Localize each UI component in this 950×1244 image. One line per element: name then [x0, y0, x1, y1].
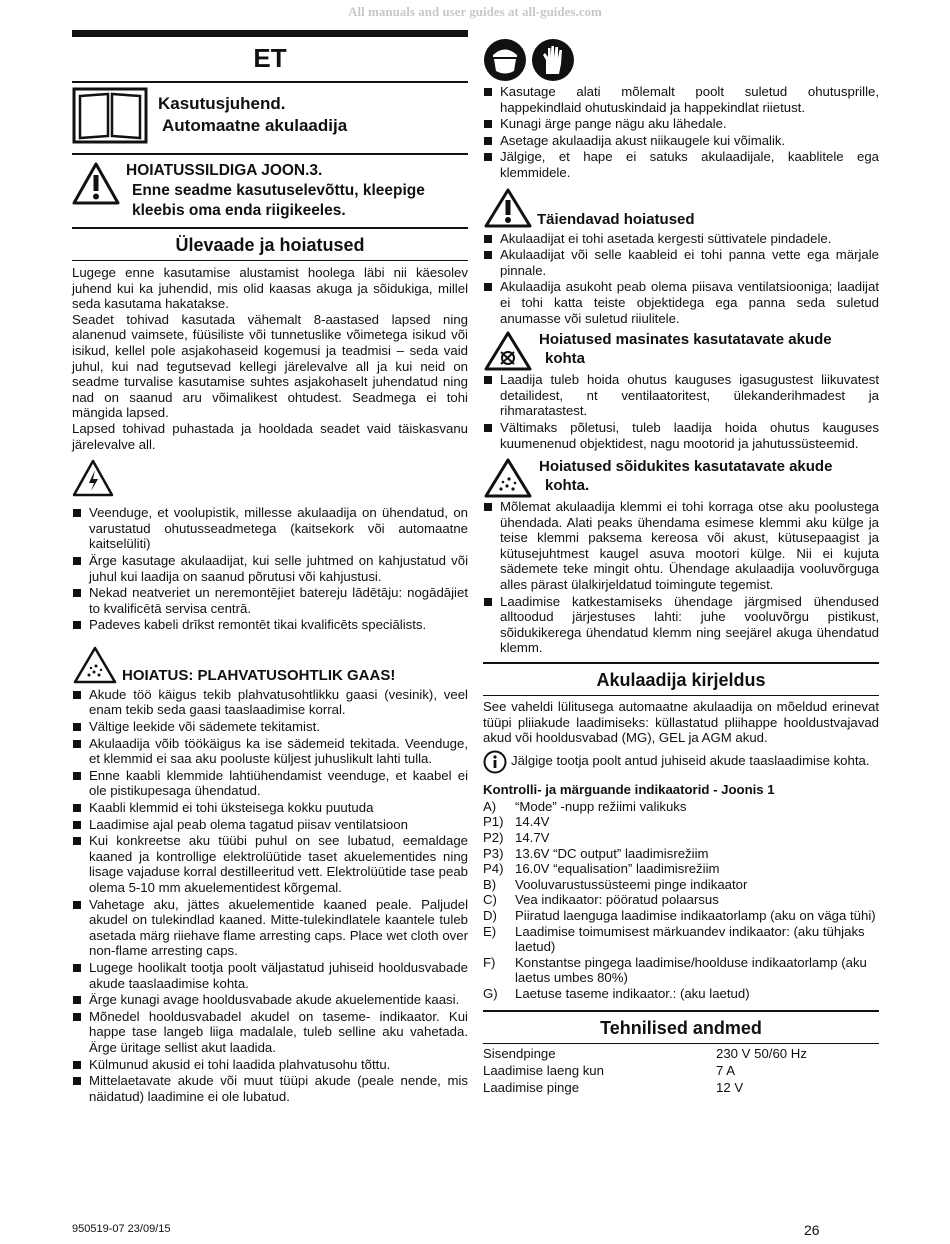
manual-title-2: Automaatne akulaadija [162, 116, 348, 135]
indicator-value: Vooluvarustussüsteemi pinge indikaator [515, 876, 748, 892]
indicator-value: 16.0V “equalisation” laadimisrežiim [515, 861, 720, 877]
machines-warning-title: Hoiatused masinates kasutatavate akude [539, 331, 832, 349]
overview-paragraph: Lugege enne kasutamise alustamist hoolega läbi nii käesolev juhend kui ka juhendid, mis olid kaasas akuga ja sõidukiga, millel seda kasutama hakatakse. [72, 265, 468, 312]
indicator-row [483, 892, 879, 908]
sticker-warning [72, 155, 468, 227]
list-item: Veenduge, et voolupistik, millesse akulaadija on ühendatud, on varustatud ohutusseadmetega (kaitsekork või automaatne kaitselüliti) [72, 505, 468, 552]
indicator-row [483, 955, 879, 986]
sticker-warning-line: Enne seadme kasutuselevõttu, kleepige [132, 182, 425, 199]
electric-warnings [72, 505, 468, 633]
spec-value: 7 A [716, 1062, 736, 1078]
list-item: Jälgige, et hape ei satuks akulaadijale, kaablitele ega klemmidele. [483, 149, 879, 180]
gloves-icon [531, 38, 575, 82]
electric-hazard-icon [72, 458, 114, 498]
list-item: Mõlemat akulaadija klemmi ei tohi korraga otse aku poolustega ühendada. Alati peaks ühendama esimese klemmi aku külge ja teise klemmi paksema kereosa või akust, kütusepaagist ja kütusejuhtmest kaugel asuva mootori külge. Nii ei kujuta sädemete teke mingit ohtu. Ühendage akulaadija vooluvõrguga alles pärast ülalkirjeldatud toimingute tegemist. [483, 499, 879, 593]
list-item: Akulaadija võib töökäigus ka ise sädemeid tekitada. Veenduge, et klemmid ei saa aku pooluste küljest juhuslikult lahti tulla. [72, 736, 468, 767]
warning-icon [72, 161, 120, 205]
list-item: Kaabli klemmid ei tohi üksteisega kokku puutuda [72, 800, 468, 816]
vehicles-warning-header [483, 457, 879, 499]
gas-warning-title: HOIATUS: PLAHVATUSOHTLIK GAAS! [122, 666, 396, 684]
list-item: Laadija tuleb hoida ohutus kauguses igasugustest liikuvatest detailidest, nt ventilaatoritest, ülekanderihmadest ja rihmaratastest. [483, 372, 879, 419]
indicator-key: C) [483, 892, 497, 908]
spec-label: Laadimise laeng kun [483, 1062, 604, 1078]
list-item: Akulaadija asukoht peab olema piisava ventilatsiooniga; laadijat ei tohi katta teiste objektidega ega panna seda suletud anumasse või suletud riiulitele. [483, 279, 879, 326]
spec-label: Laadimise pinge [483, 1079, 580, 1095]
indicator-key: P4) [483, 861, 504, 877]
gas-warning-header [72, 645, 468, 685]
list-item: Kunagi ärge pange nägu aku lähedale. [483, 116, 879, 132]
spec-value: 230 V 50/60 Hz [716, 1045, 807, 1061]
description-text: See vaheldi lülitusega automaatne akulaadija on mõeldud erinevat tüüpi pliiakude laadimiseks: küllastatud pliihappe hooldustvajavad akud või hooldusvabad (MG), GEL ja AGM akud. [483, 699, 879, 746]
list-item: Mõnedel hooldusvabadel akudel on taseme- indikaator. Kui happe tase langeb liiga madalale, tuleb selline aku vahetada. Ärge üritage sellist akut laadida. [72, 1009, 468, 1056]
ppe-warnings [483, 84, 879, 181]
indicator-value: Vea indikaator: pööratud polaarsus [515, 892, 719, 908]
indicator-row [483, 908, 879, 924]
info-icon [483, 750, 507, 774]
list-item: Ärge kasutage akulaadijat, kui selle juhtmed on kahjustatud või juhul kui laadija on saanud põrutusi või kahjustusi. [72, 553, 468, 584]
table-row [483, 1045, 879, 1062]
list-item: Padeves kabeli drīkst remontēt tikai kvalificēts speciālists. [72, 617, 468, 633]
overview-paragraph: Seadet tohivad kasutada vähemalt 8-aastased lapsed ning alanenud vaimsete, füüsiliste või tunnetuslike võimetega isikud või isikud, kellel pole asjakohaseid kogemusi ja teadmisi – seda vaid juhul, kui nad tegutsevad kellegi järelevalve all ja kui neid on seadme turvalise kasutamise suhtes asjakohaselt juhendatud ning nad on saanud aru võimalikest ohtudest. Seadmega ei tohi mängida lapsed. [72, 311, 468, 421]
table-row [483, 1079, 879, 1096]
indicator-row [483, 986, 879, 1002]
overview-paragraph: Lapsed tohivad puhastada ja hooldada seadet vaid täiskasvanu järelevalve all. [72, 420, 468, 452]
indicator-row [483, 830, 879, 846]
list-item: Akulaadijat ei tohi asetada kergesti süttivatele pindadele. [483, 231, 879, 247]
list-item: Vahetage aku, jättes akuelementide kaaned peale. Paljudel akudel on tulekindlad kaaned. Mitte-tulekindlatele kaantele tuleb asetada märg riiehave flame arresting caps. Place wet cloth over non-flame arresting caps. [72, 897, 468, 959]
machines-warning-header [483, 330, 879, 372]
ppe-icons [483, 38, 879, 82]
left-column [72, 30, 468, 1105]
list-item: Nekad neatveriet un neremontējiet batereju lādētāju: nogādājiet to kvalificētā servisa centrā. [72, 585, 468, 616]
indicator-row [483, 877, 879, 893]
indicator-row [483, 924, 879, 955]
watermark: All manuals and user guides at all-guides.com [348, 4, 602, 19]
indicator-key: G) [483, 985, 498, 1001]
indicator-value: 14.4V [515, 814, 550, 830]
overview-title: Ülevaade ja hoiatused [175, 235, 365, 255]
sticker-warning-line: kleebis oma enda riigikeeles. [132, 202, 346, 219]
extra-warnings [483, 231, 879, 327]
vehicles-warning-title: Hoiatused sõidukites kasutatavate akude [539, 458, 833, 476]
indicator-row [483, 799, 879, 815]
list-item: Lugege hoolikalt tootja poolt väljastatud juhiseid hooldusvabade akude taaslaadimise kohta. [72, 960, 468, 991]
manual-header [72, 83, 468, 147]
indicator-key: F) [483, 954, 496, 970]
right-column [483, 38, 879, 1096]
indicator-value: Piiratud laenguga laadimise indikaatorlamp (aku on väga tühi) [515, 907, 876, 923]
sticker-warning-title: HOIATUSSILDIGA JOON.3. [126, 162, 323, 179]
explosive-gas-icon [483, 457, 533, 499]
indicators-title: Kontrolli- ja märguande indikaatorid - Joonis 1 [483, 781, 775, 797]
list-item: Ärge kunagi avage hooldusvabade akude akuelementide kaasi. [72, 992, 468, 1008]
indicator-value: Laetuse taseme indikaator.: (aku laetud) [515, 985, 750, 1001]
warning-icon [483, 187, 533, 229]
list-item: Asetage akulaadija akust niikaugele kui võimalik. [483, 133, 879, 149]
divider [483, 1043, 879, 1044]
list-item: Laadimise katkestamiseks ühendage järgmised ühendused alltoodud järjestuses lahti: juhe vooluvõrgu pistikust, sõidukikerega ühendatud klemm ning seejärel akuga ühendatud klemm. [483, 594, 879, 656]
language-label: ET [253, 43, 287, 73]
list-item: Akude töö käigus tekib plahvatusohtlikku gaasi (vesinik), veel enam tekib seda gaasi taaslaadimise korral. [72, 687, 468, 718]
extra-warning-title: Täiendavad hoiatused [537, 210, 695, 228]
list-item: Külmunud akusid ei tohi laadida plahvatusohu tõttu. [72, 1057, 468, 1073]
indicator-row [483, 814, 879, 830]
face-shield-icon [483, 38, 527, 82]
explosive-gas-icon [72, 645, 118, 685]
spec-label: Sisendpinge [483, 1045, 556, 1061]
moving-parts-icon [483, 330, 533, 372]
indicators-list [483, 799, 879, 1002]
table-row [483, 1062, 879, 1079]
indicator-value: Konstantse pingega laadimise/hoolduse indikaatorlamp (aku laetus umbes 80%) [515, 954, 867, 986]
indicator-row [483, 861, 879, 877]
list-item: Kui konkreetse aku tüübi puhul on see lubatud, eemaldage kaaned ja kontrollige elektrolüütide taset akuelementides ning lisage vajaduse korral destilleeritud vett. Elektrolüütide tase peab olema 5-10 mm akuelementidest kõrgemal. [72, 833, 468, 895]
indicator-key: E) [483, 923, 497, 939]
divider [483, 695, 879, 696]
indicator-row [483, 846, 879, 862]
vehicles-warning-title-2: kohta. [545, 477, 590, 495]
note-text: Jälgige tootja poolt antud juhiseid akude taaslaadimise kohta. [511, 752, 870, 768]
page-number: 26 [804, 1222, 820, 1238]
divider [72, 260, 468, 261]
indicator-key: A) [483, 798, 497, 814]
book-icon [72, 86, 148, 144]
list-item: Vältige leekide või sädemete tekitamist. [72, 719, 468, 735]
extra-warning-header [483, 187, 879, 229]
list-item: Laadimise ajal peab olema tagatud piisav ventilatsioon [72, 817, 468, 833]
indicator-key: P3) [483, 845, 504, 861]
document-code: 950519-07 23/09/15 [72, 1223, 171, 1235]
machines-warnings [483, 372, 879, 451]
list-item: Akulaadijat või selle kaableid ei tohi panna vette ega märjale pinnale. [483, 247, 879, 278]
indicator-key: P1) [483, 814, 504, 830]
spec-value: 12 V [716, 1079, 744, 1095]
indicator-value: “Mode” -nupp režiimi valikuks [515, 798, 687, 814]
indicator-key: P2) [483, 830, 504, 845]
manual-title-1: Kasutusjuhend. [158, 94, 286, 113]
gas-warnings [72, 687, 468, 1104]
vehicles-warnings [483, 499, 879, 656]
description-note [483, 750, 879, 774]
machines-warning-title-2: kohta [545, 350, 586, 368]
indicator-key: D) [483, 907, 497, 923]
description-title: Akulaadija kirjeldus [596, 670, 766, 691]
list-item: Kasutage alati mõlemalt poolt suletud ohutusprille, happekindlaid ohutuskindaid ja happekindlat riietust. [483, 84, 879, 115]
header-bar [72, 30, 468, 37]
indicator-value: 14.7V [515, 830, 550, 845]
specs-table [483, 1045, 879, 1096]
indicator-value: Laadimise toimumisest märkuandev indikaator: (aku tühjaks laetud) [515, 923, 865, 955]
indicator-value: 13.6V “DC output” laadimisrežiim [515, 845, 709, 861]
list-item: Vältimaks põletusi, tuleb laadija hoida ohutus kauguses kuumenenud objektidest, nagu mootorid ja jahutussüsteemid. [483, 420, 879, 451]
list-item: Mittelaetavate akude või muut tüüpi akude (peale nende, mis näidatud) laadimine ei ole lubatud. [72, 1073, 468, 1104]
specs-title: Tehnilised andmed [600, 1017, 762, 1038]
indicator-key: B) [483, 876, 497, 892]
list-item: Enne kaabli klemmide lahtiühendamist veenduge, et kaabel ei ole pistikupesaga ühendatud. [72, 768, 468, 799]
